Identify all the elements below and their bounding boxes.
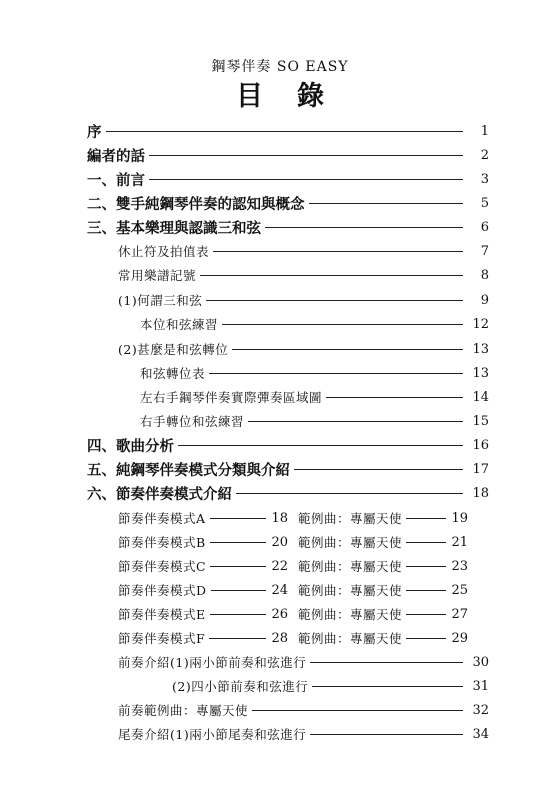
- toc-entry-page: 18: [472, 485, 489, 501]
- example-page: 29: [451, 630, 468, 646]
- toc-entry-label: (2)甚麼是和弦轉位: [118, 342, 229, 357]
- toc-entry-label: 尾奏介紹(1)兩小節尾奏和弦進行: [118, 727, 307, 742]
- toc-entry: [87, 217, 489, 237]
- toc-entry-label: 編者的話: [87, 148, 145, 165]
- example-page: 19: [451, 510, 468, 526]
- toc-entry: [140, 411, 489, 431]
- pattern-entry: [118, 604, 288, 624]
- leader-line: [149, 179, 463, 180]
- leader-line: [106, 131, 464, 132]
- toc-entry-page: 7: [480, 243, 489, 259]
- toc-entry-label: 六、節奏伴奏模式介紹: [87, 486, 232, 503]
- leader-line: [265, 227, 463, 228]
- toc-entry-page: 5: [480, 195, 489, 211]
- example-page: 25: [451, 582, 468, 598]
- toc-entry-page: 9: [480, 292, 489, 308]
- example-label: 範例曲：專屬天使: [298, 583, 403, 598]
- toc-entry-page: 1: [480, 123, 489, 139]
- toc-entry-page: 12: [472, 316, 489, 332]
- leader-line: [252, 710, 463, 711]
- toc-entry-page: 16: [472, 437, 489, 453]
- pattern-entry: [118, 556, 288, 576]
- example-label: 範例曲：專屬天使: [298, 607, 403, 622]
- toc-entry: [87, 121, 489, 141]
- toc-entry: [87, 145, 489, 165]
- leader-line: [209, 638, 266, 639]
- pattern-entry: [118, 532, 288, 552]
- toc-entry-page: 34: [472, 726, 489, 742]
- pattern-entry: [118, 508, 288, 528]
- leader-line: [310, 662, 463, 663]
- toc-entry: [172, 676, 489, 696]
- leader-line: [210, 518, 266, 519]
- example-entry: [298, 556, 468, 576]
- toc-entry-page: 3: [480, 171, 489, 187]
- toc-entry-label: 五、純鋼琴伴奏模式分類與介紹: [87, 462, 290, 479]
- toc-entry-label: 右手轉位和弦練習: [140, 414, 245, 429]
- leader-line: [406, 590, 446, 591]
- example-page: 27: [451, 606, 468, 622]
- leader-line: [406, 518, 446, 519]
- toc-entry-page: 6: [480, 219, 489, 235]
- example-page: 23: [451, 558, 468, 574]
- toc-entry-label: (1)何謂三和弦: [118, 293, 203, 308]
- pattern-page: 26: [271, 606, 288, 622]
- book-subtitle: 鋼琴伴奏 SO EASY: [211, 59, 349, 75]
- leader-line: [209, 373, 463, 374]
- toc-entry-page: 13: [472, 341, 489, 357]
- toc-entry-page: 13: [472, 365, 489, 381]
- toc-entry: [118, 290, 489, 310]
- leader-line: [406, 614, 446, 615]
- leader-line: [309, 203, 464, 204]
- pattern-page: 22: [271, 558, 288, 574]
- toc-entry-label: 一、前言: [87, 172, 145, 189]
- toc-entry-page: 30: [472, 654, 489, 670]
- toc-entry: [140, 314, 489, 334]
- toc-entry: [118, 652, 489, 672]
- toc-entry-page: 8: [480, 267, 489, 283]
- leader-line: [406, 638, 446, 639]
- leader-line: [200, 275, 463, 276]
- example-label: 範例曲：專屬天使: [298, 511, 403, 526]
- toc-entry: [87, 459, 489, 479]
- toc-entry: [118, 700, 489, 720]
- leader-line: [310, 734, 463, 735]
- pattern-label: 節奏伴奏模式D: [118, 583, 207, 598]
- toc-entry-label: 休止符及拍值表: [118, 244, 210, 259]
- toc-entry: [140, 363, 489, 383]
- pattern-label: 節奏伴奏模式C: [118, 559, 207, 574]
- example-label: 範例曲：專屬天使: [298, 631, 403, 646]
- toc-entry: [118, 265, 489, 285]
- toc-entry: [87, 193, 489, 213]
- leader-line: [312, 686, 463, 687]
- toc-entry: [87, 169, 489, 189]
- toc-entry-label: 序: [87, 124, 102, 141]
- toc-entry: [118, 339, 489, 359]
- leader-line: [294, 469, 463, 470]
- example-label: 範例曲：專屬天使: [298, 535, 403, 550]
- example-page: 21: [451, 534, 468, 550]
- leader-line: [248, 421, 463, 422]
- example-label: 範例曲：專屬天使: [298, 559, 403, 574]
- toc-entry-label: 本位和弦練習: [140, 317, 219, 332]
- toc-entry-page: 17: [472, 461, 489, 477]
- leader-line: [236, 493, 463, 494]
- example-entry: [298, 628, 468, 648]
- leader-line: [326, 397, 463, 398]
- toc-entry-label: 二、雙手純鋼琴伴奏的認知與概念: [87, 196, 305, 213]
- toc-entry-page: 15: [472, 413, 489, 429]
- example-entry: [298, 604, 468, 624]
- pattern-label: 節奏伴奏模式A: [118, 511, 206, 526]
- leader-line: [206, 300, 463, 301]
- toc-entry-label: 和弦轉位表: [140, 366, 206, 381]
- example-entry: [298, 580, 468, 600]
- toc-entry-label: 前奏介紹(1)兩小節前奏和弦進行: [118, 655, 307, 670]
- toc-entry: [118, 241, 489, 261]
- toc-entry-label: 四、歌曲分析: [87, 438, 174, 455]
- pattern-entry: [118, 580, 288, 600]
- leader-line: [213, 251, 463, 252]
- toc-entry-label: 三、基本樂理與認識三和弦: [87, 220, 261, 237]
- page-title: 目錄: [236, 81, 358, 112]
- leader-line: [178, 445, 463, 446]
- leader-line: [232, 349, 463, 350]
- toc-entry-page: 32: [472, 702, 489, 718]
- leader-line: [210, 614, 266, 615]
- pattern-page: 20: [271, 534, 288, 550]
- pattern-page: 28: [271, 630, 288, 646]
- pattern-label: 節奏伴奏模式B: [118, 535, 206, 550]
- toc-entry: [87, 435, 489, 455]
- pattern-label: 節奏伴奏模式E: [118, 607, 206, 622]
- toc-entry-page: 31: [472, 678, 489, 694]
- toc-entry: [87, 483, 489, 503]
- pattern-page: 18: [271, 510, 288, 526]
- toc-entry-label: (2)四小節前奏和弦進行: [172, 679, 309, 694]
- leader-line: [210, 566, 266, 567]
- pattern-page: 24: [271, 582, 288, 598]
- example-entry: [298, 508, 468, 528]
- leader-line: [222, 324, 463, 325]
- toc-entry: [118, 724, 489, 744]
- toc-entry-label: 左右手鋼琴伴奏實際彈奏區域圖: [140, 390, 323, 405]
- pattern-label: 節奏伴奏模式F: [118, 631, 206, 646]
- leader-line: [210, 542, 266, 543]
- example-entry: [298, 532, 468, 552]
- toc-entry-page: 14: [472, 389, 489, 405]
- toc-entry-label: 常用樂譜記號: [118, 268, 197, 283]
- toc-entry-label: 前奏範例曲：專屬天使: [118, 703, 249, 718]
- pattern-entry: [118, 628, 288, 648]
- leader-line: [149, 155, 463, 156]
- toc-entry: [140, 387, 489, 407]
- leader-line: [211, 590, 266, 591]
- leader-line: [406, 542, 446, 543]
- leader-line: [406, 566, 446, 567]
- toc-entry-page: 2: [480, 147, 489, 163]
